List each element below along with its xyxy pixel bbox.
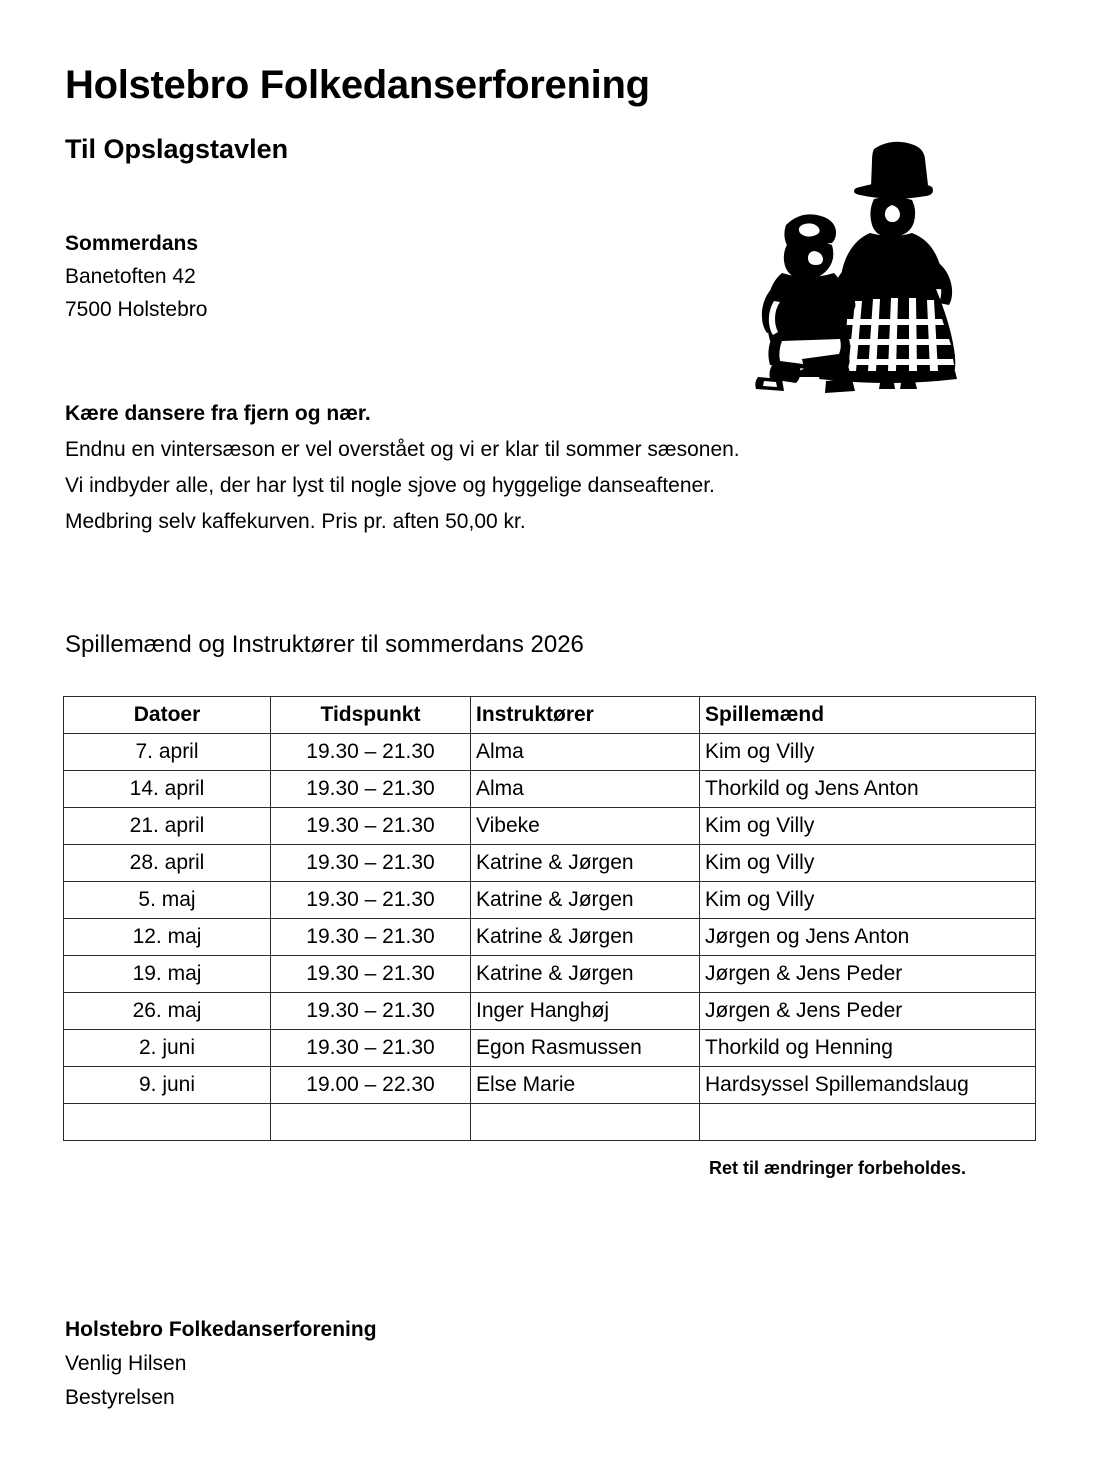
street-address: Banetoften 42: [65, 265, 196, 288]
cell-instructor: Egon Rasmussen: [471, 1030, 700, 1067]
cell-time: 19.30 – 21.30: [271, 808, 471, 845]
cell-date: 21. april: [64, 808, 271, 845]
cell-date: 9. juni: [64, 1067, 271, 1104]
disclaimer-note: Ret til ændringer forbeholdes.: [709, 1158, 967, 1178]
cell-time: 19.30 – 21.30: [271, 1030, 471, 1067]
cell-date: 2. juni: [64, 1030, 271, 1067]
schedule-table-wrapper: [63, 696, 1035, 1141]
cell-date: 5. maj: [64, 882, 271, 919]
cell-date: 7. april: [64, 734, 271, 771]
column-header-time: Tidspunkt: [271, 697, 471, 734]
cell-musicians: Kim og Villy: [700, 845, 1036, 882]
cell-time: 19.30 – 21.30: [271, 771, 471, 808]
cell-instructor: Katrine & Jørgen: [471, 882, 700, 919]
signature-closing: Venlig Hilsen: [65, 1352, 187, 1375]
cell-date: 19. maj: [64, 956, 271, 993]
cell-musicians: Thorkild og Henning: [700, 1030, 1036, 1067]
salutation: Kære dansere fra fjern og nær.: [65, 402, 371, 425]
cell-instructor: Katrine & Jørgen: [471, 845, 700, 882]
masthead: [65, 64, 745, 165]
venue-address-block: [65, 227, 207, 326]
signature-sender: Bestyrelsen: [65, 1386, 175, 1409]
cell-musicians: Jørgen & Jens Peder: [700, 993, 1036, 1030]
signature-block: [65, 1313, 377, 1415]
cell-time: 19.30 – 21.30: [271, 845, 471, 882]
table-row: [64, 845, 1036, 882]
table-row: [64, 808, 1036, 845]
cell-musicians: Jørgen og Jens Anton: [700, 919, 1036, 956]
page-subtitle: Til Opslagstavlen: [65, 134, 289, 164]
letter-line-1: Endnu en vintersæson er vel overstået og vi er klar til sommer sæsonen.: [65, 438, 740, 461]
cell-instructor: Vibeke: [471, 808, 700, 845]
cell-time: 19.30 – 21.30: [271, 734, 471, 771]
cell-time: 19.30 – 21.30: [271, 993, 471, 1030]
cell-date: [64, 1104, 271, 1141]
table-row-empty: [64, 1104, 1036, 1141]
letter-line-3: Medbring selv kaffekurven. Pris pr. aften 50,00 kr.: [65, 510, 526, 533]
cell-time: 19.30 – 21.30: [271, 919, 471, 956]
letter-line-2: Vi indbyder alle, der har lyst til nogle sjove og hyggelige danseaftener.: [65, 474, 715, 497]
table-row: [64, 919, 1036, 956]
cell-instructor: Alma: [471, 734, 700, 771]
cell-time: 19.30 – 21.30: [271, 882, 471, 919]
cell-instructor: Alma: [471, 771, 700, 808]
cell-musicians: Kim og Villy: [700, 808, 1036, 845]
cell-date: 26. maj: [64, 993, 271, 1030]
cell-instructor: [471, 1104, 700, 1141]
event-name: Sommerdans: [65, 232, 199, 255]
cell-musicians: [700, 1104, 1036, 1141]
column-header-musicians: Spillemænd: [700, 697, 1036, 734]
table-row: [64, 882, 1036, 919]
cell-musicians: Jørgen & Jens Peder: [700, 956, 1036, 993]
table-row: [64, 1067, 1036, 1104]
table-header-row: [64, 697, 1036, 734]
table-row: [64, 993, 1036, 1030]
schedule-heading: Spillemænd og Instruktører til sommerdans 2026: [65, 631, 584, 658]
cell-date: 14. april: [64, 771, 271, 808]
cell-musicians: Kim og Villy: [700, 734, 1036, 771]
cell-musicians: Thorkild og Jens Anton: [700, 771, 1036, 808]
folk-dancers-silhouette-icon: [752, 133, 974, 395]
cell-instructor: Katrine & Jørgen: [471, 956, 700, 993]
cell-instructor: Inger Hanghøj: [471, 993, 700, 1030]
city-address: 7500 Holstebro: [65, 298, 208, 321]
schedule-table: [63, 696, 1036, 1141]
column-header-instructors: Instruktører: [471, 697, 700, 734]
cell-musicians: Hardsyssel Spillemandslaug: [700, 1067, 1036, 1104]
cell-date: 28. april: [64, 845, 271, 882]
cell-time: 19.30 – 21.30: [271, 956, 471, 993]
column-header-dates: Datoer: [64, 697, 271, 734]
table-row: [64, 1030, 1036, 1067]
cell-instructor: Katrine & Jørgen: [471, 919, 700, 956]
table-row: [64, 734, 1036, 771]
schedule-table-body: [64, 734, 1036, 1141]
cell-time: 19.00 – 22.30: [271, 1067, 471, 1104]
signature-organization: Holstebro Folkedanserforening: [65, 1318, 377, 1341]
cell-instructor: Else Marie: [471, 1067, 700, 1104]
cell-musicians: Kim og Villy: [700, 882, 1036, 919]
table-row: [64, 956, 1036, 993]
cell-date: 12. maj: [64, 919, 271, 956]
cell-time: [271, 1104, 471, 1141]
letter-body: [65, 396, 895, 540]
table-row: [64, 771, 1036, 808]
page-title: Holstebro Folkedanserforening: [65, 63, 650, 107]
